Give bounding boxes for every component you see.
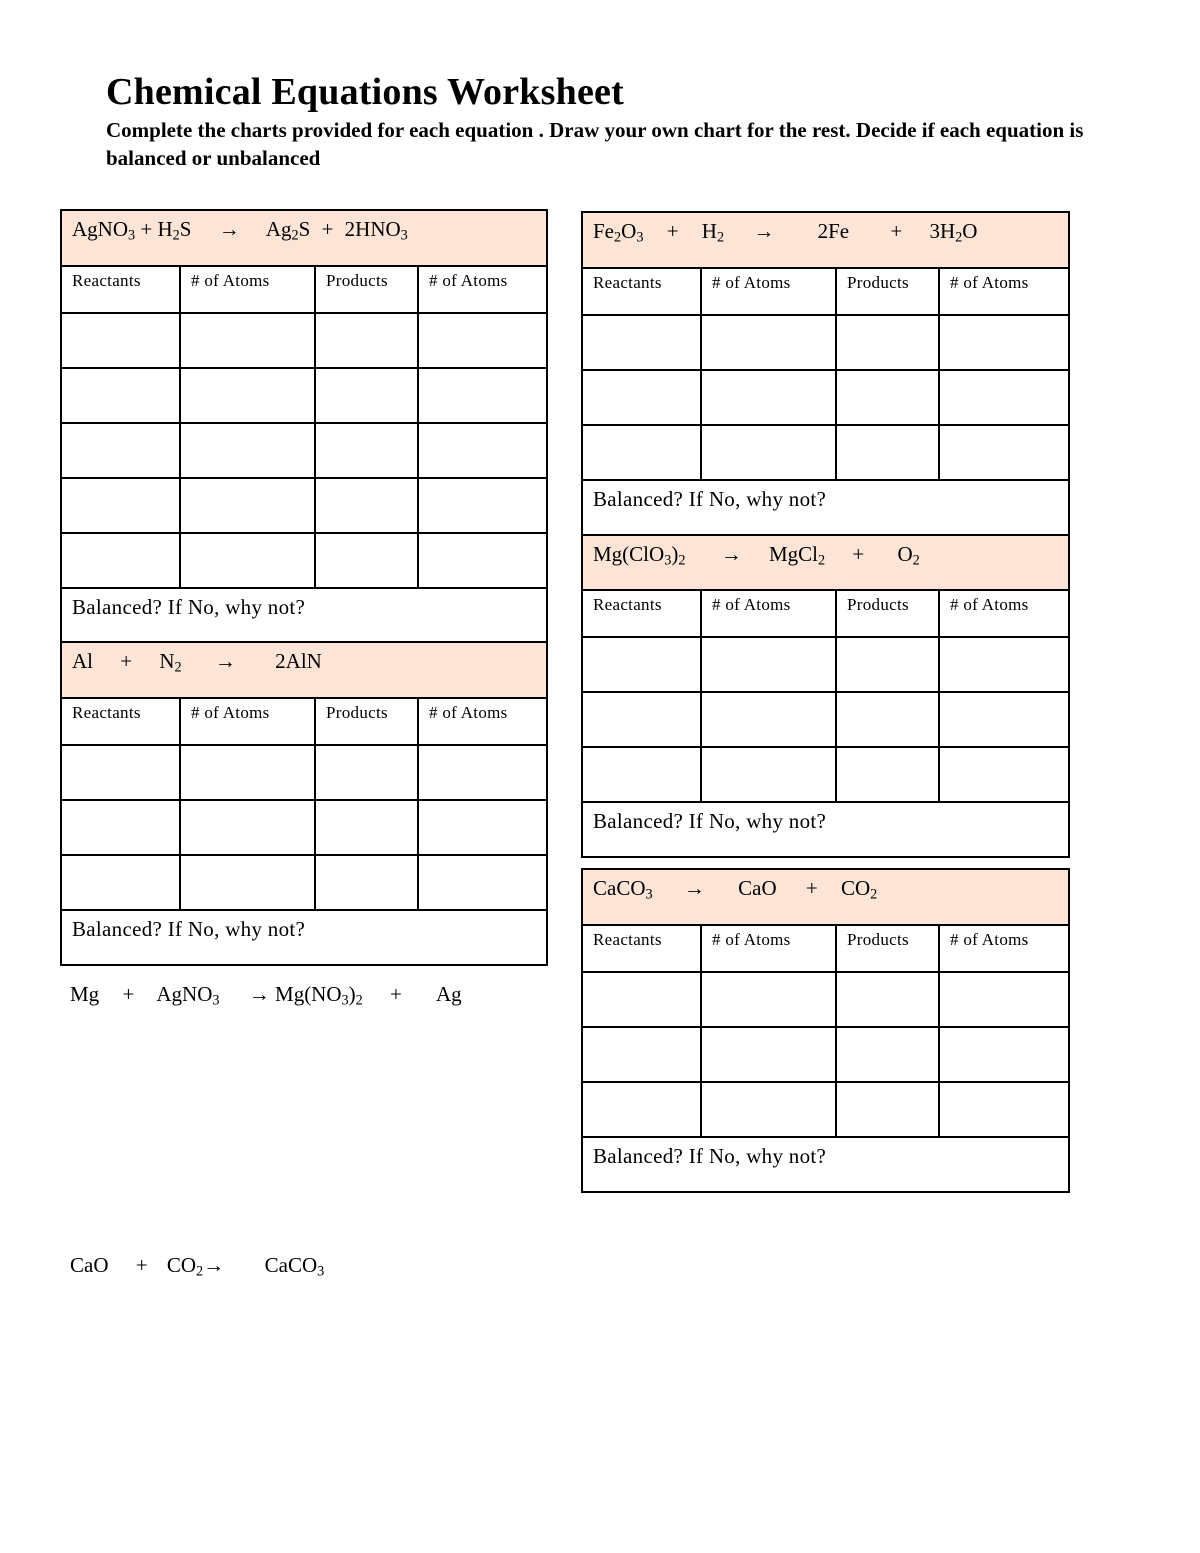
product-2: Ag (435, 982, 462, 1006)
atoms-cell[interactable] (701, 692, 836, 747)
reactant-1: $Fe_2O_3$ (593, 219, 644, 246)
product-1: 2Fe (817, 219, 850, 243)
product-cell[interactable] (836, 637, 939, 692)
column-header-reactants: Reactants (61, 698, 180, 745)
equation-free-2 (70, 1253, 324, 1278)
column-header-reactant-atoms: # of Atoms (180, 266, 315, 313)
arrow-icon: → (753, 219, 775, 243)
column-header-reactants: Reactants (582, 268, 701, 315)
table-row (61, 533, 547, 588)
product-cell[interactable] (836, 692, 939, 747)
column-header-products: Products (315, 698, 418, 745)
atoms-cell[interactable] (180, 478, 315, 533)
table-row (61, 855, 547, 910)
product-cell[interactable] (315, 855, 418, 910)
product-cell[interactable] (315, 478, 418, 533)
plus-sign: + (140, 217, 153, 241)
product-2: $O_2$ (897, 542, 920, 569)
reactant-cell[interactable] (582, 1027, 701, 1082)
column-header-products: Products (836, 925, 939, 972)
reactant-cell[interactable] (61, 745, 180, 800)
product-1: 2AlN (275, 649, 322, 673)
atoms-cell[interactable] (939, 370, 1069, 425)
arrow-icon: → (214, 649, 236, 673)
atoms-cell[interactable] (701, 637, 836, 692)
atoms-cell[interactable] (180, 745, 315, 800)
column-header-products: Products (836, 590, 939, 637)
column-header-reactant-atoms: # of Atoms (180, 698, 315, 745)
table-row (582, 1027, 1069, 1082)
instructions: Complete the charts provided for each equation . Draw your own chart for the rest. Decide if each equation is balanced or unbalanced (106, 118, 1084, 170)
atoms-cell[interactable] (701, 972, 836, 1027)
arrow-icon: → (720, 542, 742, 566)
table-row (582, 692, 1069, 747)
product-1: CaCO$_3$ (264, 1253, 325, 1280)
column-header-product-atoms: # of Atoms (939, 268, 1069, 315)
reactant-1: CaCO$_3$ (593, 876, 653, 903)
equation-table-2 (60, 641, 548, 966)
atoms-cell[interactable] (418, 313, 547, 368)
arrow-icon: → (683, 876, 705, 900)
atoms-cell[interactable] (939, 972, 1069, 1027)
reactant-cell[interactable] (582, 692, 701, 747)
balanced-question[interactable]: Balanced? If No, why not? (61, 588, 547, 643)
reactant-1: AgNO$_3$ (72, 217, 136, 244)
equation-table-1 (60, 209, 548, 644)
column-header-reactants: Reactants (61, 266, 180, 313)
reactant-cell[interactable] (61, 313, 180, 368)
reactant-cell[interactable] (61, 478, 180, 533)
atoms-cell[interactable] (939, 1027, 1069, 1082)
arrow-icon: → (248, 982, 270, 1006)
page-title: Chemical Equations Worksheet (106, 71, 624, 113)
table-row (582, 637, 1069, 692)
atoms-cell[interactable] (418, 800, 547, 855)
equation-table-3 (581, 211, 1070, 858)
plus-sign: + (390, 982, 402, 1006)
reactant-cell[interactable] (61, 855, 180, 910)
table-row (582, 425, 1069, 480)
balanced-question[interactable]: Balanced? If No, why not? (582, 1137, 1069, 1192)
product-cell[interactable] (836, 370, 939, 425)
table-row (582, 1082, 1069, 1137)
reactant-2: $CO_2$ (166, 1253, 204, 1280)
product-1: $Mg(NO_3)_2$ (275, 982, 363, 1009)
atoms-cell[interactable] (939, 1082, 1069, 1137)
equation-table-4 (581, 868, 1070, 1193)
atoms-cell[interactable] (418, 423, 547, 478)
table-row (582, 972, 1069, 1027)
atoms-cell[interactable] (418, 368, 547, 423)
atoms-cell[interactable] (701, 425, 836, 480)
table-row (61, 745, 547, 800)
atoms-cell[interactable] (701, 1082, 836, 1137)
reactant-cell[interactable] (582, 315, 701, 370)
equation-header (61, 642, 547, 698)
column-header-product-atoms: # of Atoms (418, 698, 547, 745)
product-1: $Ag_2S$ (265, 217, 311, 244)
reactant-cell[interactable] (582, 747, 701, 802)
atoms-cell[interactable] (701, 315, 836, 370)
reactant-cell[interactable] (582, 1082, 701, 1137)
plus-sign: + (321, 217, 334, 241)
column-header-reactant-atoms: # of Atoms (701, 925, 836, 972)
atoms-cell[interactable] (418, 855, 547, 910)
atoms-cell[interactable] (939, 692, 1069, 747)
product-cell[interactable] (836, 972, 939, 1027)
table-row (61, 423, 547, 478)
atoms-cell[interactable] (180, 313, 315, 368)
atoms-cell[interactable] (180, 800, 315, 855)
product-1: MgCl$_2$ (768, 542, 826, 569)
product-cell[interactable] (315, 745, 418, 800)
table-row (582, 370, 1069, 425)
atoms-cell[interactable] (180, 855, 315, 910)
column-header-reactants: Reactants (582, 590, 701, 637)
reactant-cell[interactable] (61, 800, 180, 855)
product-2: $3H_2O$ (929, 219, 978, 246)
reactant-cell[interactable] (61, 533, 180, 588)
plus-sign: + (805, 876, 818, 900)
reactant-1: Al (72, 649, 93, 673)
table-row (61, 800, 547, 855)
atoms-cell[interactable] (701, 1027, 836, 1082)
reactant-2: AgNO$_3$ (156, 982, 220, 1009)
balanced-question[interactable]: Balanced? If No, why not? (61, 910, 547, 965)
product-cell[interactable] (836, 747, 939, 802)
column-header-product-atoms: # of Atoms (418, 266, 547, 313)
product-2: $2HNO_3$ (344, 217, 408, 244)
atoms-cell[interactable] (701, 747, 836, 802)
reactant-1: $Mg(ClO_3)_2$ (593, 542, 686, 569)
reactant-2: $N_2$ (159, 649, 182, 676)
balanced-question[interactable]: Balanced? If No, why not? (582, 480, 1069, 535)
product-cell[interactable] (315, 313, 418, 368)
reactant-2: $H_2S$ (157, 217, 192, 244)
product-cell[interactable] (315, 368, 418, 423)
atoms-cell[interactable] (418, 533, 547, 588)
atoms-cell[interactable] (939, 425, 1069, 480)
reactant-1: CaO (70, 1253, 109, 1277)
atoms-cell[interactable] (418, 478, 547, 533)
plus-sign: + (120, 649, 133, 673)
atoms-cell[interactable] (418, 745, 547, 800)
product-cell[interactable] (315, 533, 418, 588)
equation-header (582, 869, 1069, 925)
reactant-1: Mg (70, 982, 100, 1006)
reactant-cell[interactable] (61, 423, 180, 478)
column-header-reactants: Reactants (582, 925, 701, 972)
equation-free-1 (70, 982, 462, 1007)
equation-header (582, 535, 1069, 590)
arrow-icon: → (218, 217, 240, 241)
arrow-icon: → (203, 1253, 225, 1277)
table-row (61, 313, 547, 368)
product-cell[interactable] (836, 315, 939, 370)
column-header-products: Products (836, 268, 939, 315)
equation-header (61, 210, 547, 266)
column-header-product-atoms: # of Atoms (939, 590, 1069, 637)
table-row (582, 315, 1069, 370)
plus-sign: + (852, 542, 865, 566)
atoms-cell[interactable] (939, 637, 1069, 692)
product-2: $CO_2$ (840, 876, 878, 903)
product-cell[interactable] (315, 800, 418, 855)
plus-sign: + (890, 219, 903, 243)
table-row (61, 478, 547, 533)
atoms-cell[interactable] (180, 533, 315, 588)
reactant-cell[interactable] (582, 425, 701, 480)
table-row (582, 747, 1069, 802)
reactant-cell[interactable] (582, 637, 701, 692)
atoms-cell[interactable] (701, 370, 836, 425)
column-header-reactant-atoms: # of Atoms (701, 590, 836, 637)
table-row (61, 368, 547, 423)
reactant-cell[interactable] (582, 972, 701, 1027)
product-cell[interactable] (836, 425, 939, 480)
atoms-cell[interactable] (180, 423, 315, 478)
plus-sign: + (135, 1253, 148, 1277)
reactant-2: $H_2$ (701, 219, 725, 246)
reactant-cell[interactable] (61, 368, 180, 423)
equation-header (582, 212, 1069, 268)
product-cell[interactable] (836, 1027, 939, 1082)
column-header-product-atoms: # of Atoms (939, 925, 1069, 972)
product-1: CaO (738, 876, 777, 900)
atoms-cell[interactable] (939, 315, 1069, 370)
column-header-products: Products (315, 266, 418, 313)
product-cell[interactable] (836, 1082, 939, 1137)
atoms-cell[interactable] (939, 747, 1069, 802)
balanced-question[interactable]: Balanced? If No, why not? (582, 802, 1069, 857)
atoms-cell[interactable] (180, 368, 315, 423)
column-header-reactant-atoms: # of Atoms (701, 268, 836, 315)
plus-sign: + (666, 219, 679, 243)
product-cell[interactable] (315, 423, 418, 478)
reactant-cell[interactable] (582, 370, 701, 425)
plus-sign: + (122, 982, 135, 1006)
